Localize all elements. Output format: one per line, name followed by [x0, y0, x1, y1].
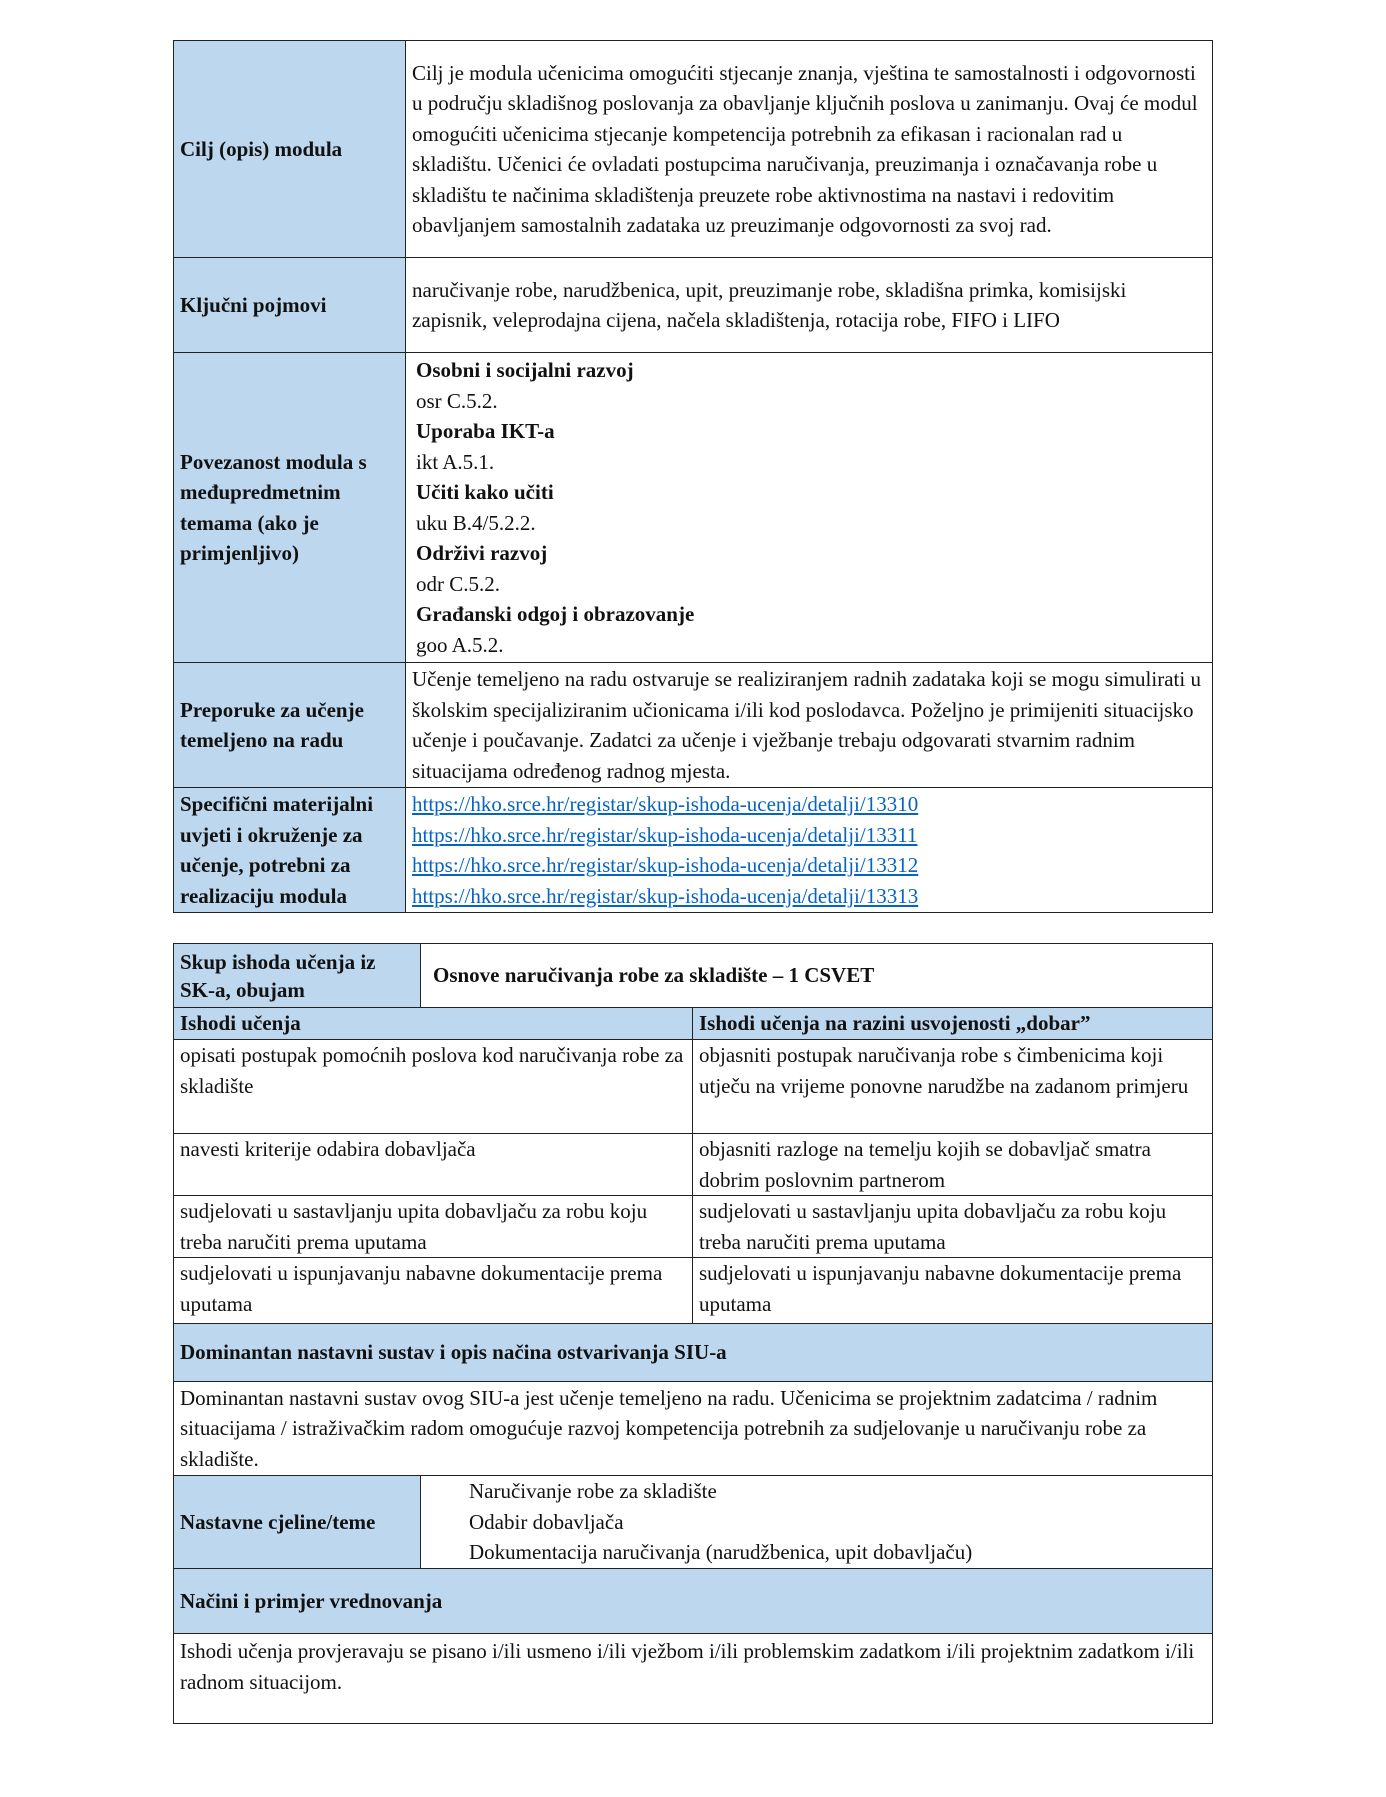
- topic-title: Održivi razvoj: [416, 541, 548, 565]
- row-outcome-set: [174, 944, 1213, 1008]
- row-work-based-learning: [174, 663, 1213, 788]
- row-dominant-text: [174, 1382, 1213, 1476]
- value-teaching-units: [421, 1476, 1213, 1569]
- outcome-cell: sudjelovati u sastavljanju upita dobavljaču za robu koju treba naručiti prema uputama: [174, 1196, 693, 1258]
- label-outcome-set: Skup ishoda učenja iz SK-a, obujam: [174, 944, 421, 1008]
- outcome-row: [174, 1134, 1213, 1196]
- row-dominant-header: [174, 1324, 1213, 1382]
- outcome-row: [174, 1040, 1213, 1134]
- outcome-row: [174, 1258, 1213, 1324]
- value-work-based-learning: Učenje temeljeno na radu ostvaruje se realiziranjem radnih zadataka koji se mogu simulirati u školskim specijaliziranim učionicama i/ili kod poslodavca. Poželjno je primijeniti situacijsko učenje i poučavanje. Zadatci za učenje i vježbanje trebaju odgovarati stvarnim radnim situacijama određenog radnog mjesta.: [406, 663, 1213, 788]
- value-module-goal: Cilj je modula učenicima omogućiti stjecanje znanja, vještina te samostalnosti i odgovornosti u području skladišnog poslovanja za obavljanje ključnih poslova u zanimanju. Ovaj će modul omogućiti učenicima stjecanje kompetencija potrebnih za efikasan i racionalan rad u skladištu. Učenici će ovladati postupcima naručivanja, preuzimanja i označavanja robe u skladištu te načinima skladištenja preuzete robe aktivnostima na nastavi i redovitim obavljanjem samostalnih zadataka uz preuzimanje odgovornosti za svoj rad.: [406, 41, 1213, 258]
- link-13313[interactable]: https://hko.srce.hr/registar/skup-ishoda-ucenja/detalji/13313: [412, 883, 919, 908]
- header-evaluation: Načini i primjer vrednovanja: [174, 1569, 1213, 1634]
- topic-title: Uporaba IKT-a: [416, 419, 555, 443]
- row-evaluation-header: [174, 1569, 1213, 1634]
- value-cross-curricular: [406, 353, 1213, 663]
- label-cross-curricular: Povezanost modula s međupredmetnim temama (ako je primjenljivo): [174, 353, 406, 663]
- topic-title: Učiti kako učiti: [416, 480, 554, 504]
- value-evaluation: Ishodi učenja provjeravaju se pisano i/ili usmeno i/ili vježbom i/ili problemskim zadatkom i/ili projektnim zadatkom i/ili radnom situacijom.: [174, 1634, 1213, 1724]
- teaching-unit: Naručivanje robe za skladište: [469, 1479, 717, 1504]
- label-work-based-learning: Preporuke za učenje temeljeno na radu: [174, 663, 406, 788]
- outcome-good-cell: sudjelovati u ispunjavanju nabavne dokumentacije prema uputama: [693, 1258, 1213, 1324]
- outcome-cell: sudjelovati u ispunjavanju nabavne dokumentacije prema uputama: [174, 1258, 693, 1324]
- header-outcomes: Ishodi učenja: [174, 1008, 693, 1040]
- row-cross-curricular: [174, 353, 1213, 663]
- label-module-goal: Cilj (opis) modula: [174, 41, 406, 258]
- link-13311[interactable]: https://hko.srce.hr/registar/skup-ishoda-ucenja/detalji/13311: [412, 822, 918, 847]
- row-teaching-units: [174, 1476, 1213, 1569]
- topic-title: Osobni i socijalni razvoj: [416, 358, 634, 382]
- row-module-goal: [174, 41, 1213, 258]
- teaching-unit: Dokumentacija naručivanja (narudžbenica, upit dobavljaču): [469, 1540, 973, 1565]
- link-13310[interactable]: https://hko.srce.hr/registar/skup-ishoda-ucenja/detalji/13310: [412, 792, 919, 816]
- value-dominant-system: Dominantan nastavni sustav ovog SIU-a jest učenje temeljeno na radu. Učenicima se projektnim zadatcima / radnim situacijama / istraživačkim radom omogućuje razvoj kompetencija potrebnih za sudjelovanje u naručivanju robe za skladište.: [174, 1382, 1213, 1476]
- row-material-conditions: [174, 788, 1213, 913]
- teaching-unit: Odabir dobavljača: [469, 1509, 624, 1534]
- header-outcomes-good: Ishodi učenja na razini usvojenosti „dobar”: [693, 1008, 1213, 1040]
- module-info-table: [173, 40, 1213, 913]
- topic-code: odr C.5.2.: [416, 571, 500, 596]
- outcome-good-cell: objasniti razloge na temelju kojih se dobavljač smatra dobrim poslovnim partnerom: [693, 1134, 1213, 1196]
- value-key-terms: naručivanje robe, narudžbenica, upit, preuzimanje robe, skladišna primka, komisijski zapisnik, veleprodajna cijena, načela skladištenja, rotacija robe, FIFO i LIFO: [406, 258, 1213, 353]
- row-evaluation-text: [174, 1634, 1213, 1724]
- topic-code: goo A.5.2.: [416, 632, 504, 657]
- row-outcome-headers: [174, 1008, 1213, 1040]
- topic-code: ikt A.5.1.: [416, 449, 495, 474]
- topic-code: osr C.5.2.: [416, 388, 498, 413]
- link-13312[interactable]: https://hko.srce.hr/registar/skup-ishoda-ucenja/detalji/13312: [412, 853, 919, 877]
- header-dominant-system: Dominantan nastavni sustav i opis načina ostvarivanja SIU-a: [174, 1324, 1213, 1382]
- outcome-cell: opisati postupak pomoćnih poslova kod naručivanja robe za skladište: [174, 1040, 693, 1134]
- label-key-terms: Ključni pojmovi: [174, 258, 406, 353]
- outcome-good-cell: objasniti postupak naručivanja robe s čimbenicima koji utječu na vrijeme ponovne narudžbe na zadanom primjeru: [693, 1040, 1213, 1134]
- value-outcome-set: Osnove naručivanja robe za skladište – 1 CSVET: [421, 944, 1213, 1008]
- outcome-good-cell: sudjelovati u sastavljanju upita dobavljaču za robu koju treba naručiti prema uputama: [693, 1196, 1213, 1258]
- row-key-terms: [174, 258, 1213, 353]
- topic-code: uku B.4/5.2.2.: [416, 510, 536, 535]
- outcome-cell: navesti kriterije odabira dobavljača: [174, 1134, 693, 1196]
- learning-outcomes-table: [173, 943, 1213, 1724]
- value-material-conditions: [406, 788, 1213, 913]
- outcome-row: [174, 1196, 1213, 1258]
- label-teaching-units: Nastavne cjeline/teme: [174, 1476, 421, 1569]
- label-material-conditions: Specifični materijalni uvjeti i okruženje za učenje, potrebni za realizaciju modula: [174, 788, 406, 913]
- topic-title: Građanski odgoj i obrazovanje: [416, 602, 695, 626]
